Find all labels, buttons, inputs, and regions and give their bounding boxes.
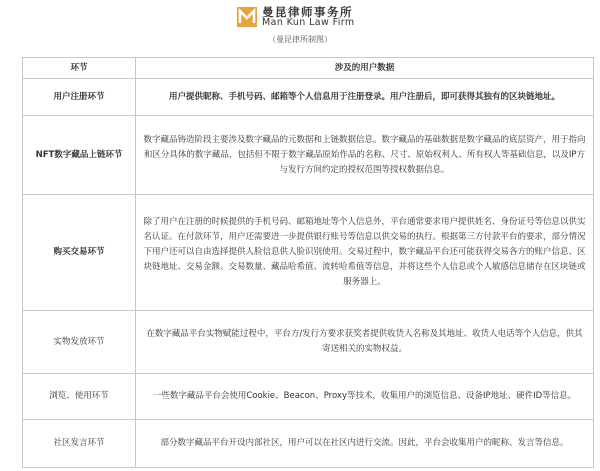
logo-english-name: Man Kun Law Firm: [262, 17, 355, 29]
stage-cell: NFT数字藏品上链环节: [23, 116, 136, 195]
data-cell: 一些数字藏品平台会使用Cookie、Beacon、Proxy等技术，收集用户的浏览信息、设备IP地址、硬件ID等信息。: [136, 374, 594, 420]
table-row: [23, 116, 594, 195]
firm-logo: [237, 6, 355, 28]
table-row: [23, 374, 594, 420]
stage-cell: 实物发放环节: [23, 311, 136, 374]
data-cell: 部分数字藏品平台开设内部社区，用户可以在社区内进行交流。因此，平台会收集用户的昵称、发言等信息。: [136, 420, 594, 468]
table-header-row: [23, 58, 594, 79]
data-cell: 在数字藏品平台实物赋能过程中，平台方/发行方要求获奖者提供收货人名称及其地址、收货人电话等个人信息，供其寄送相关的实物权益。: [136, 311, 594, 374]
mankun-logo-icon: [237, 7, 257, 27]
logo-chinese-name: 曼昆律师事务所: [262, 5, 353, 19]
stage-cell: 购买交易环节: [23, 195, 136, 311]
header-stage: 环节: [23, 58, 136, 79]
stage-cell: 用户注册环节: [23, 79, 136, 116]
data-cell: 除了用户在注册的时候提供的手机号码、邮箱地址等个人信息外，平台通常要求用户提供姓名、身份证号等信息以供实名认证。在付款环节，用户还需要进一步提供银行账号等信息以供交易的执行。根据第三方付款平台的要求，部分情况下用户还可以自由选择提供人脸信息供人脸识别使用。交易过程中，数字藏品平台还可能获得交易各方的账户信息、区块链地址、交易金额、交易数量、藏品哈希值、流转哈希值等信息，并将这些个人信息或个人敏感信息储存在区块链或服务器上。: [136, 195, 594, 311]
table-row: [23, 79, 594, 116]
data-cell: 用户提供昵称、手机号码、邮箱等个人信息用于注册登录。用户注册后，即可获得其独有的区块链地址。: [136, 79, 594, 116]
user-data-table: [22, 57, 594, 468]
figure-caption: （曼昆律所制图）: [268, 35, 332, 44]
table-row: [23, 420, 594, 468]
stage-cell: 社区发言环节: [23, 420, 136, 468]
table-row: [23, 195, 594, 311]
header: [0, 0, 600, 50]
data-cell: 数字藏品铸造阶段主要涉及数字藏品的元数据和上链数据信息。数字藏品的基础数据是数字藏品的底层资产，用于指向和区分具体的数字藏品，包括但不限于数字藏品原始作品的名称、尺寸、原始权利人、所有权人等基础信息，以及IP方与发行方间约定的授权范围等授权数据信息。: [136, 116, 594, 195]
stage-cell: 浏览、使用环节: [23, 374, 136, 420]
header-user-data: 涉及的用户数据: [136, 58, 594, 79]
table-row: [23, 311, 594, 374]
